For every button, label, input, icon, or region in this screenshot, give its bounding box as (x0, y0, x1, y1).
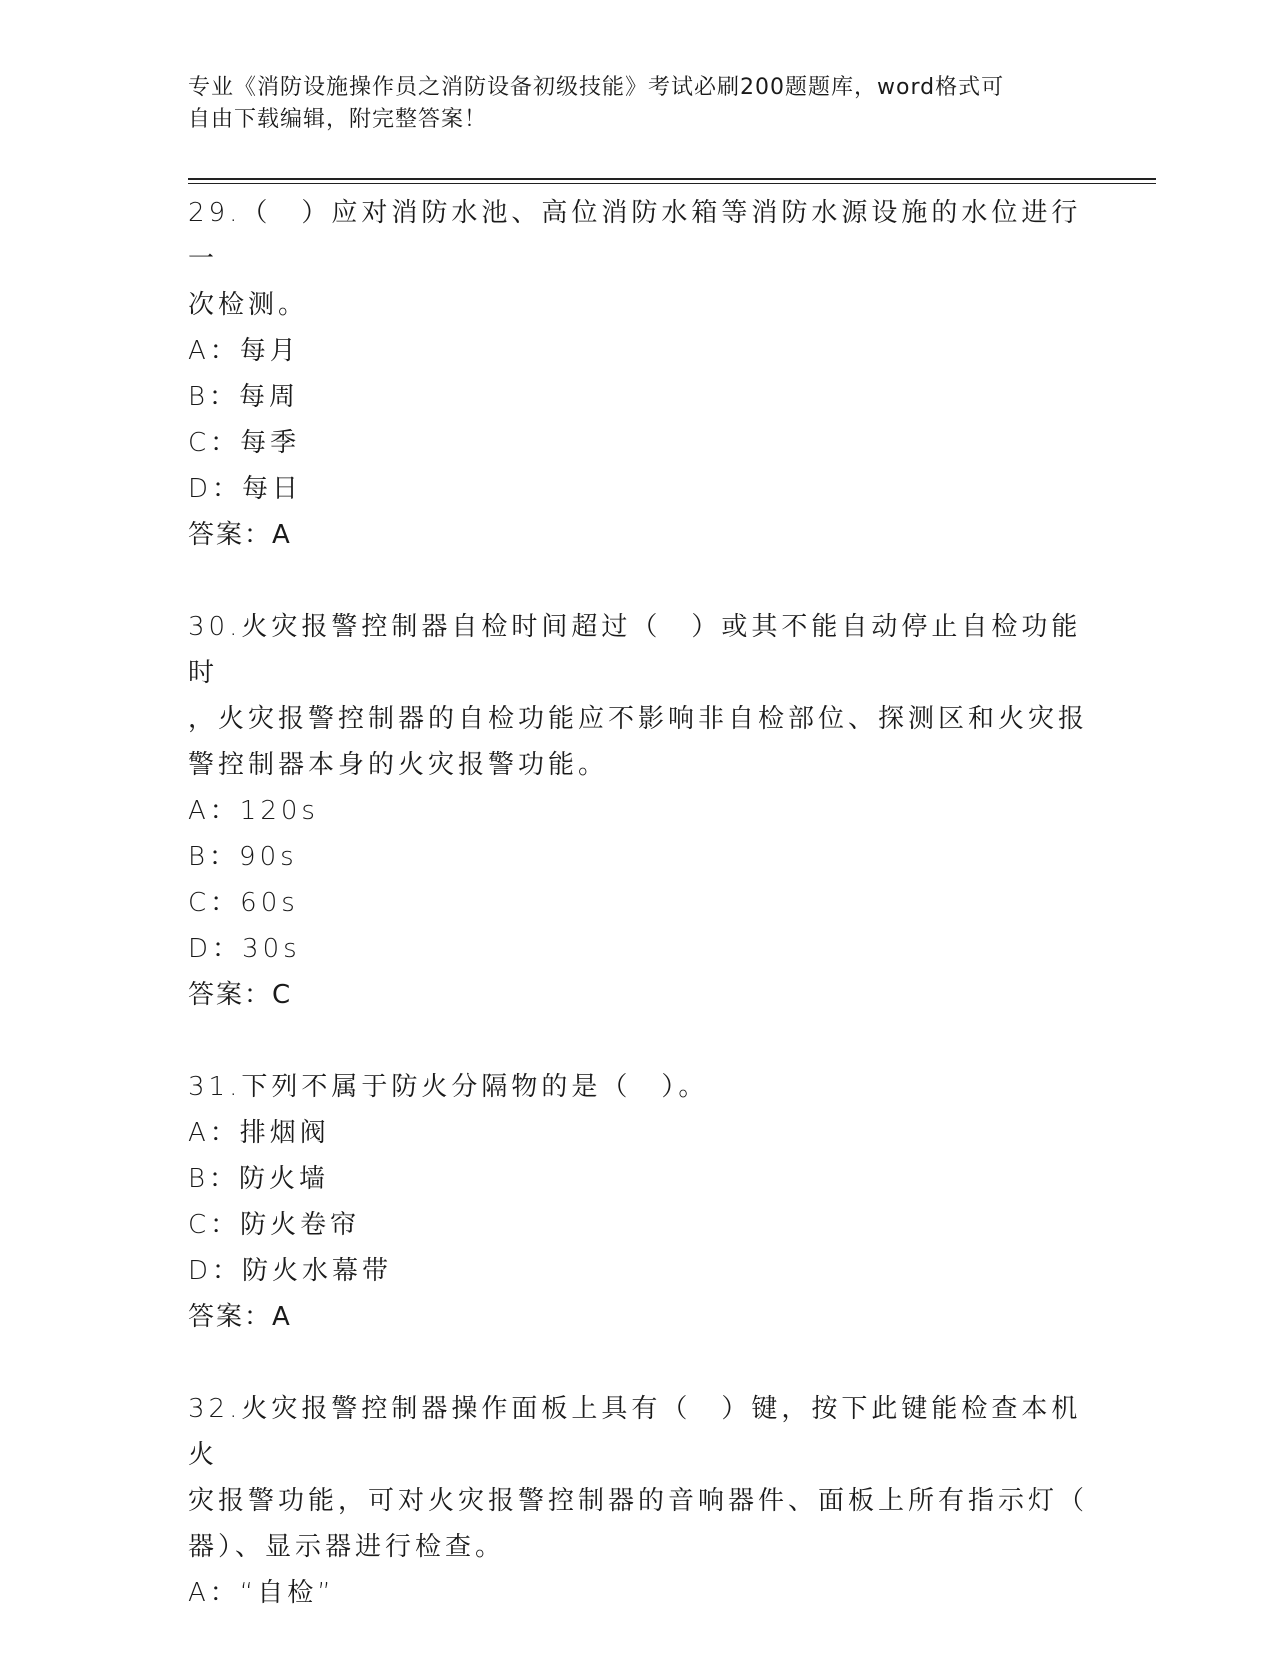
question-text-line: 30.火灾报警控制器自检时间超过（ ）或其不能自动停止自检功能时 (188, 612, 1082, 688)
answer: 答案：C (188, 980, 293, 1010)
question-29 (188, 190, 1088, 558)
header-divider-thick (188, 178, 1156, 180)
question-30 (188, 604, 1088, 1018)
header-line-2: 自由下载编辑，附完整答案！ (188, 107, 488, 132)
question-text-line: 31.下列不属于防火分隔物的是（ ）。 (188, 1072, 709, 1102)
option-c: C：每季 (188, 428, 301, 458)
option-d: D：每日 (188, 474, 303, 504)
header-line-1: 专业《消防设施操作员之消防设备初级技能》考试必刷200题题库，word格式可 (188, 75, 1005, 100)
option-d: D：防火水幕带 (188, 1256, 393, 1286)
option-a: A：120s (188, 796, 319, 826)
option-b: B：防火墙 (188, 1164, 330, 1194)
document-header (188, 72, 1088, 136)
option-a: A：“自检” (188, 1578, 335, 1608)
question-list (188, 190, 1088, 1662)
question-text-line: 32.火灾报警控制器操作面板上具有（ ）键，按下此键能检查本机火 (188, 1394, 1082, 1470)
question-31 (188, 1064, 1088, 1340)
question-text-line: 29.（ ）应对消防水池、高位消防水箱等消防水源设施的水位进行一 (188, 198, 1082, 274)
header-divider-thin (188, 183, 1156, 184)
question-text-line: 器）、显示器进行检查。 (188, 1532, 506, 1562)
option-b: B：90s (188, 842, 298, 872)
option-a: A：每月 (188, 336, 300, 366)
option-d: D：30s (188, 934, 301, 964)
answer: 答案：A (188, 1302, 292, 1332)
option-a: A：排烟阀 (188, 1118, 330, 1148)
option-b: B：每周 (188, 382, 300, 412)
question-32 (188, 1386, 1088, 1616)
answer: 答案：A (188, 520, 292, 550)
question-text-line: 次检测。 (188, 290, 309, 320)
option-c: C：防火卷帘 (188, 1210, 361, 1240)
question-text-line: 灾报警功能，可对火灾报警控制器的音响器件、面板上所有指示灯（ (188, 1486, 1089, 1516)
question-text-line: ，火灾报警控制器的自检功能应不影响非自检部位、探测区和火灾报 (188, 704, 1089, 734)
question-text-line: 警控制器本身的火灾报警功能。 (188, 750, 609, 780)
option-c: C：60s (188, 888, 299, 918)
